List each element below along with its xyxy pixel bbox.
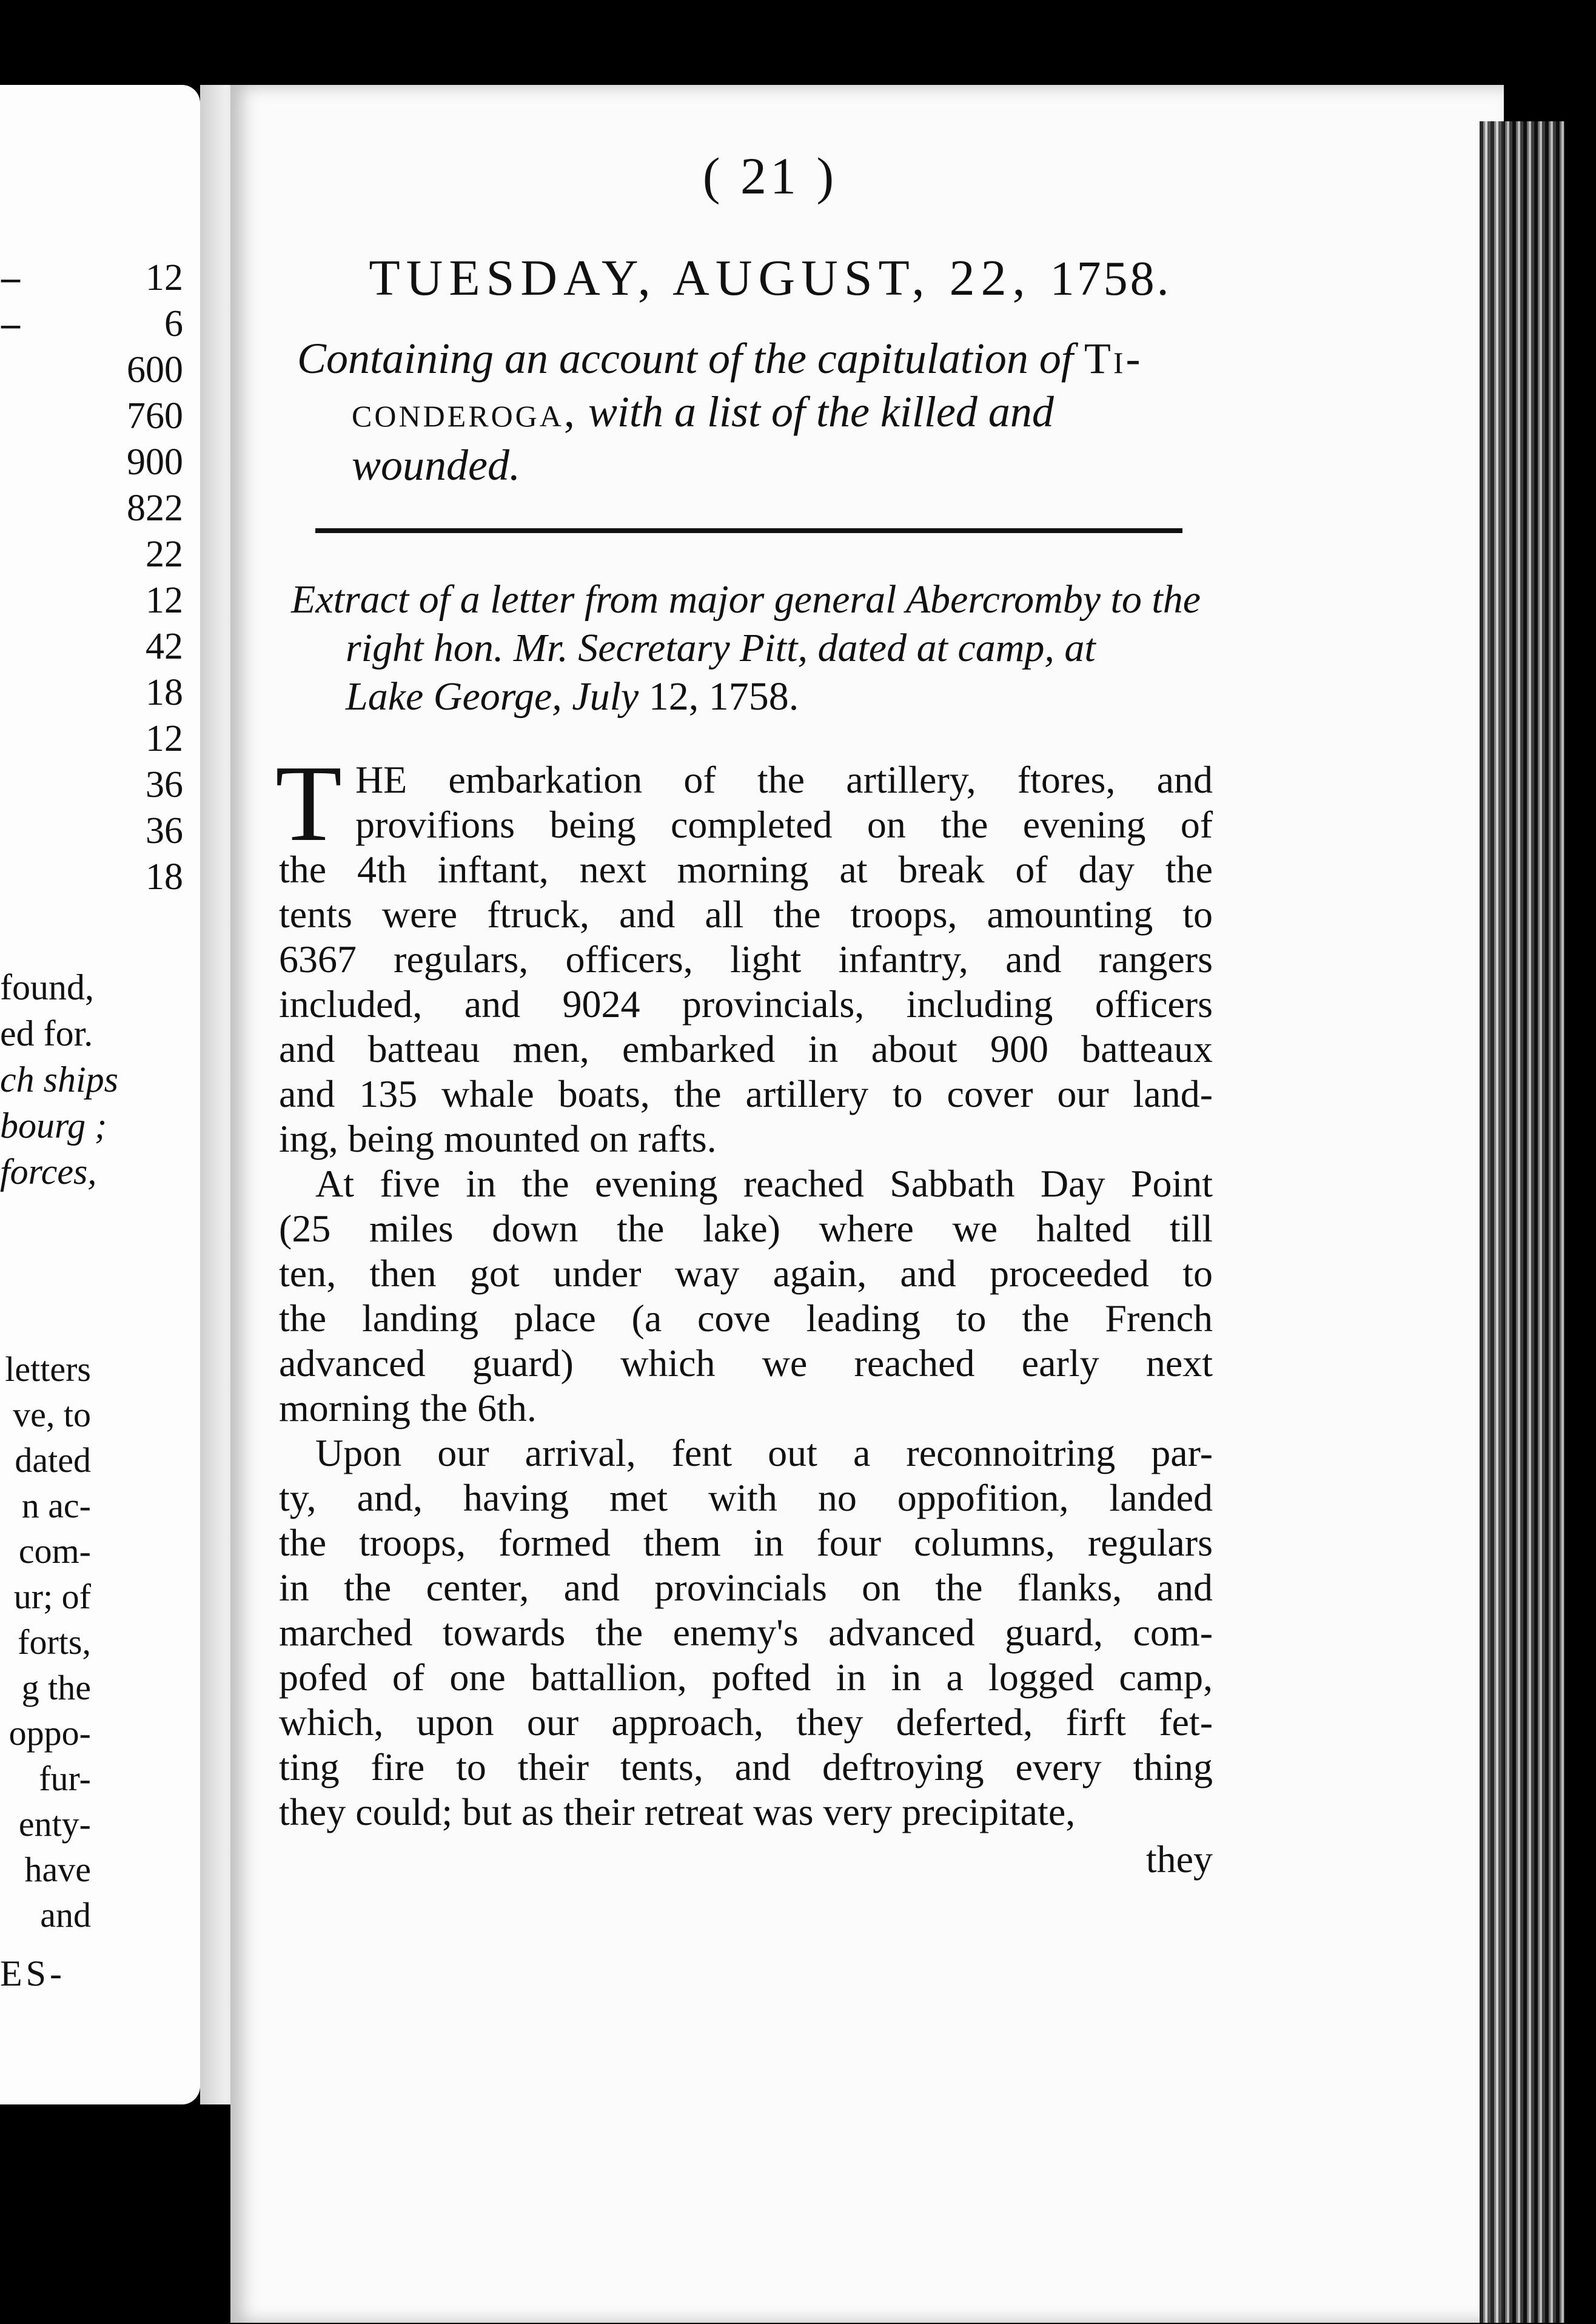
- left-number: 22: [146, 534, 183, 575]
- left-number: 42: [146, 626, 183, 667]
- left-number-row: [0, 762, 183, 808]
- left-text-line: ch ships: [0, 1060, 118, 1100]
- body-line: ing, being mounted on rafts.: [279, 1117, 717, 1160]
- catchword: they: [1145, 1838, 1213, 1881]
- left-text-line: enty-: [18, 1804, 91, 1844]
- left-number-row: [0, 854, 183, 900]
- left-number: 600: [127, 349, 183, 391]
- left-text-line: dated: [15, 1440, 91, 1480]
- extract-line-3a: Lake George, July: [346, 674, 639, 719]
- body-line: in the center, and provincials on the flanks, and: [279, 1566, 1213, 1609]
- body-line: which, upon our approach, they deferted, firft fet-: [279, 1701, 1213, 1744]
- left-footer-fragment: ES-: [0, 1953, 65, 1993]
- paragraph-2: [279, 1161, 1213, 1431]
- left-number-row: [0, 255, 183, 301]
- left-text-line: fur-: [39, 1759, 91, 1798]
- summary-part3: wounded.: [352, 441, 520, 489]
- left-text-fragment: [0, 964, 182, 1195]
- body-line: pofed of one battallion, pofted in in a logged camp,: [279, 1656, 1213, 1699]
- paragraph-1: [275, 743, 1213, 1161]
- extract-line-1: Extract of a letter from major general Abercromby to the: [291, 577, 1201, 622]
- chapter-summary: [261, 332, 1231, 492]
- body-line: Upon our arrival, fent out a reconnoitring par-: [315, 1431, 1213, 1474]
- left-number-row: [0, 716, 183, 762]
- left-text-line: oppo-: [8, 1713, 91, 1753]
- paragraph-3: [279, 1431, 1213, 1835]
- left-number-row: [0, 439, 183, 485]
- left-text-line: have: [24, 1850, 91, 1889]
- left-text-line: com-: [18, 1531, 91, 1571]
- summary-part1: Containing an account of the capitulation of: [297, 334, 1073, 383]
- left-text-line: ve, to: [13, 1395, 91, 1434]
- body-line: ty, and, having met with no oppofition, landed: [279, 1476, 1213, 1519]
- date-heading: [309, 249, 1231, 307]
- page-number: ( 21 ): [702, 147, 838, 205]
- left-dash: –: [1, 257, 20, 298]
- left-text-line: ur; of: [13, 1577, 91, 1616]
- extract-heading: [261, 576, 1231, 721]
- left-number-row: [0, 670, 183, 716]
- left-number: 18: [146, 856, 183, 898]
- body-line: At five in the evening reached Sabbath Day Point: [315, 1162, 1213, 1205]
- summary-part2: with a list of the killed and: [588, 388, 1054, 436]
- left-text-line: n ac-: [21, 1486, 91, 1525]
- body-line: morning the 6th.: [279, 1386, 537, 1429]
- left-number-row: [0, 531, 183, 577]
- drop-cap: T: [275, 743, 342, 864]
- body-line: advanced guard) which we reached early next: [279, 1342, 1213, 1385]
- left-number: 12: [146, 257, 183, 298]
- left-text-line: bourg ;: [0, 1106, 107, 1146]
- left-text-line: g the: [21, 1668, 91, 1707]
- left-text-line: found,: [0, 967, 94, 1007]
- left-text-line: forts,: [18, 1622, 91, 1662]
- left-number-column: [0, 255, 183, 900]
- left-dash: –: [1, 303, 20, 344]
- body-line: tents were ftruck, and all the troops, amounting to: [279, 893, 1213, 936]
- body-line: (25 miles down the lake) where we halted till: [279, 1207, 1213, 1250]
- date-heading-text: TUESDAY, AUGUST, 22,: [369, 250, 1031, 306]
- section-rule: [315, 528, 1182, 533]
- body-line: marched towards the enemy's advanced guard, com-: [279, 1611, 1213, 1654]
- left-number: 6: [164, 303, 183, 344]
- page-edges: [1480, 121, 1564, 2323]
- left-number: 822: [127, 488, 183, 529]
- letter-body: [261, 743, 1213, 1835]
- left-number: 12: [146, 580, 183, 621]
- left-number: 12: [146, 718, 183, 759]
- body-line: included, and 9024 provincials, including officers: [279, 982, 1213, 1026]
- left-number: 900: [127, 442, 183, 483]
- left-number-row: [0, 808, 183, 854]
- extract-line-3: [291, 673, 1231, 721]
- left-number: 36: [146, 810, 183, 851]
- body-line: and 135 whale boats, the artillery to cover our land-: [279, 1072, 1213, 1115]
- left-number-row: [0, 577, 183, 623]
- left-number-row: [0, 393, 183, 439]
- extract-line-3b: 12, 1758.: [648, 674, 799, 719]
- body-line: they could; but as their retreat was very precipitate,: [279, 1790, 1076, 1833]
- body-line: ten, then got under way again, and proceeded to: [279, 1252, 1213, 1295]
- left-number-row: [0, 301, 183, 347]
- body-line: and batteau men, embarked in about 900 batteaux: [279, 1027, 1213, 1070]
- summary-ticonderoga-1: Ti-: [1084, 334, 1143, 383]
- left-text-line: and: [40, 1895, 91, 1935]
- body-line: the 4th inftant, next morning at break of day the: [279, 848, 1213, 891]
- left-text-fragment-lower: [0, 1346, 91, 1938]
- left-number-row: [0, 347, 183, 393]
- body-line: 6367 regulars, officers, light infantry, and rangers: [279, 938, 1213, 981]
- extract-line-2: right hon. Mr. Secretary Pitt, dated at camp, at: [346, 626, 1096, 670]
- body-line: HE embarkation of the artillery, ftores, and: [355, 758, 1213, 801]
- body-line: the troops, formed them in four columns, regulars: [279, 1521, 1213, 1564]
- left-number: 18: [146, 672, 183, 713]
- summary-ticonderoga-2: conderoga,: [352, 388, 577, 436]
- left-number: 760: [127, 395, 183, 437]
- left-text-line: ed for.: [0, 1013, 93, 1053]
- body-line: ting fire to their tents, and deftroying every thing: [279, 1745, 1213, 1788]
- page-content: [261, 146, 1231, 1882]
- body-line: provifions being completed on the evening of: [355, 803, 1213, 846]
- left-text-line: letters: [5, 1349, 91, 1389]
- date-heading-year: 1758.: [1050, 252, 1172, 306]
- left-number-row: [0, 485, 183, 531]
- left-text-line: forces,: [0, 1152, 97, 1192]
- previous-page-fragment: [0, 85, 200, 2104]
- body-line: the landing place (a cove leading to the French: [279, 1297, 1213, 1340]
- left-number-row: [0, 623, 183, 670]
- left-number: 36: [146, 764, 183, 805]
